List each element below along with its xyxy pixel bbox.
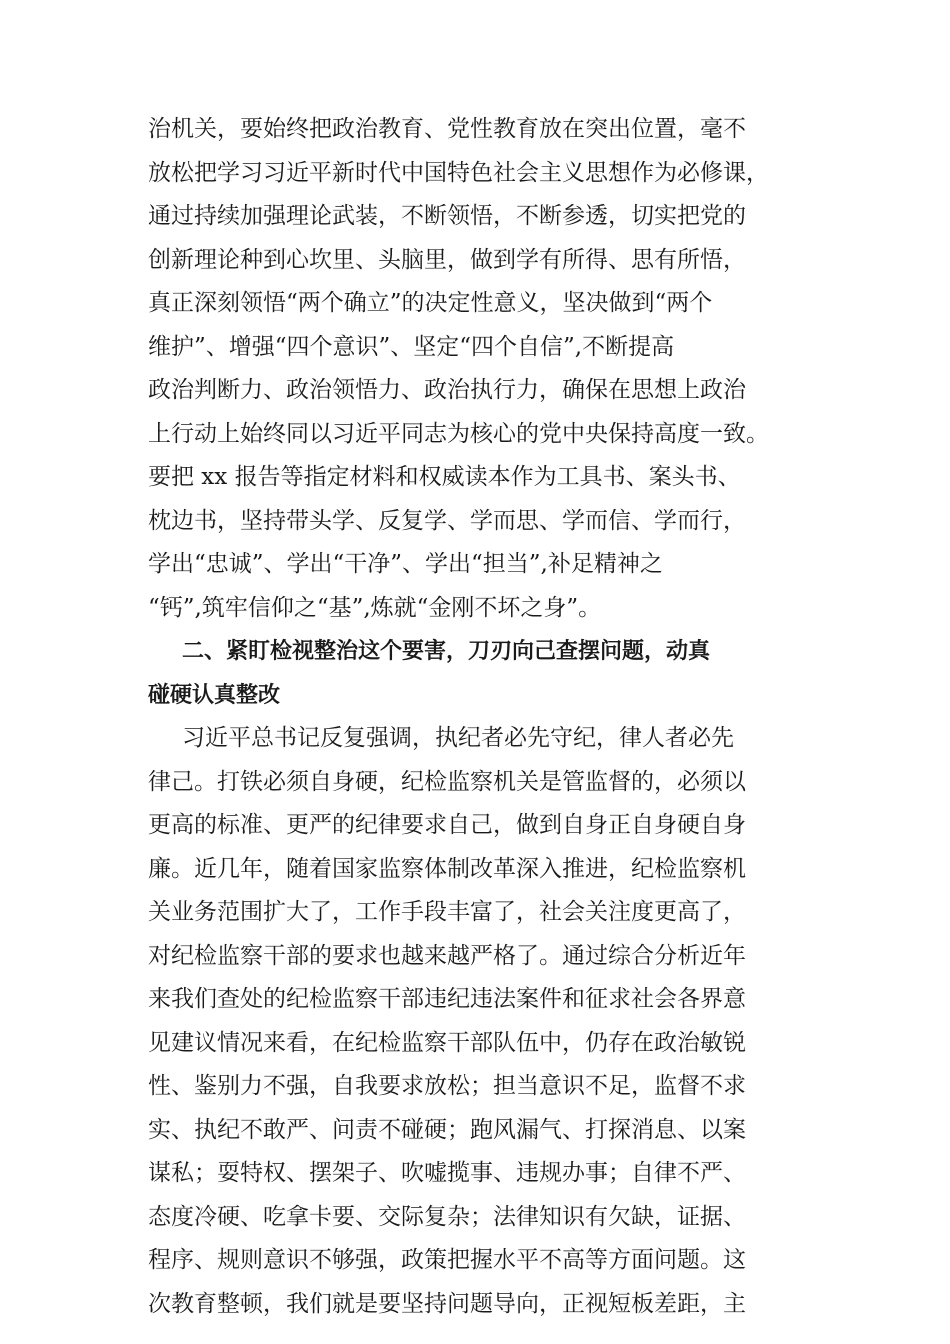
paragraph-line: 对纪检监察干部的要求也越来越严格了。通过综合分析近年	[148, 942, 746, 969]
paragraph-line: 枕边书，坚持带头学、反复学、学而思、学而信、学而行，	[148, 507, 746, 534]
paragraph-line: 维护”、增强“四个意识”、坚定“四个自信”,不断提高	[148, 333, 675, 360]
paragraph-line: 实、执纪不敢严、问责不碰硬；跑风漏气、打探消息、以案	[148, 1116, 746, 1143]
paragraph-line: 程序、规则意识不够强，政策把握水平不高等方面问题。这	[148, 1247, 746, 1273]
document-body	[148, 108, 838, 1326]
paragraph-line: 政治判断力、政治领悟力、政治执行力，确保在思想上政治	[148, 377, 746, 403]
paragraph-line: 治机关，要始终把政治教育、党性教育放在突出位置，毫不	[148, 116, 746, 142]
paragraph-line: 谋私；耍特权、摆架子、吹嘘揽事、违规办事；自律不严、	[148, 1160, 746, 1186]
paragraph-line: 态度冷硬、吃拿卡要、交际复杂；法律知识有欠缺，证据、	[148, 1203, 746, 1230]
paragraph-line: 真正深刻领悟“两个确立”的决定性意义，坚决做到“两个	[148, 290, 713, 316]
paragraph-line: 性、鉴别力不强，自我要求放松；担当意识不足，监督不求	[148, 1073, 746, 1099]
paragraph-line: 学出“忠诚”、学出“干净”、学出“担当”,补足精神之	[148, 551, 663, 577]
paragraph-line: 放松把学习习近平新时代中国特色社会主义思想作为必修课，	[148, 159, 769, 186]
paragraph-line: 通过持续加强理论武装，不断领悟，不断参透，切实把党的	[148, 203, 746, 229]
paragraph-line: “钙”,筑牢信仰之“基”,炼就“金刚不坏之身”。	[148, 594, 602, 621]
paragraph-line: 次教育整顿，我们就是要坚持问题导向，正视短板差距，主	[148, 1290, 746, 1317]
paragraph-line: 关业务范围扩大了，工作手段丰富了，社会关注度更高了，	[148, 899, 746, 925]
paragraph-line: 创新理论种到心坎里、头脑里，做到学有所得、思有所悟，	[148, 246, 746, 273]
section-heading: 碰硬认真整改	[148, 682, 281, 708]
paragraph-line: 律己。打铁必须自身硬，纪检监察机关是管监督的，必须以	[148, 768, 746, 795]
paragraph-line: 习近平总书记反复强调，执纪者必先守纪，律人者必先	[182, 725, 734, 751]
section-heading: 二、紧盯检视整治这个要害，刀刃向己查摆问题，动真	[182, 639, 711, 664]
paragraph-line: 上行动上始终同以习近平同志为核心的党中央保持高度一致。	[148, 420, 769, 447]
paragraph-line: 更高的标准、更严的纪律要求自己，做到自身正自身硬自身	[148, 812, 746, 838]
paragraph-line: 要把 xx 报告等指定材料和权威读本作为工具书、案头书、	[148, 464, 741, 490]
paragraph-line: 廉。近几年，随着国家监察体制改革深入推进，纪检监察机	[148, 855, 746, 882]
paragraph-line: 来我们查处的纪检监察干部违纪违法案件和征求社会各界意	[148, 986, 746, 1012]
paragraph-line: 见建议情况来看，在纪检监察干部队伍中，仍存在政治敏锐	[148, 1029, 746, 1056]
